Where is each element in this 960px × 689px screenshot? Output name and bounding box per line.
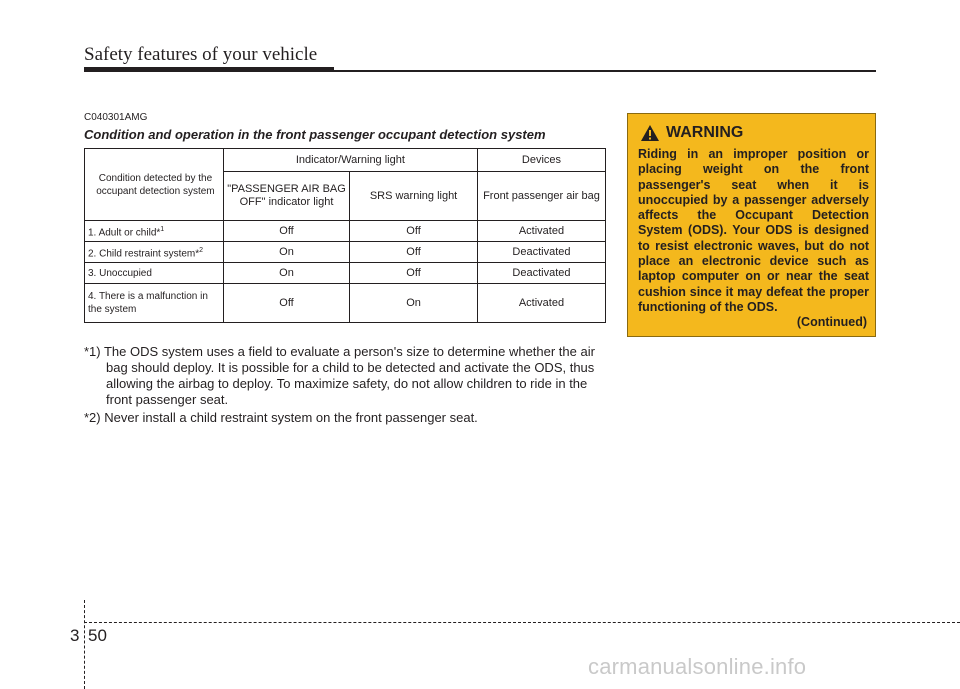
footnote-1: *1) The ODS system uses a field to evaluate a person's size to determine whether the air bag should deploy. It is possible for a child to be detected and activate the ODS, thus allowing the airbag to deploy. To maximize safety, do not allow children to ride in the front passenger seat.: [84, 344, 595, 407]
footnotes: [84, 344, 606, 428]
section-title: Condition and operation in the front passenger occupant detection system: [84, 127, 546, 142]
table-sub-passenger-indicator: "PASSENGER AIR BAG OFF" indicator light: [223, 172, 349, 221]
page-number: 50: [88, 626, 107, 645]
table-row: [85, 263, 606, 284]
row-srs-light: Off: [350, 242, 478, 263]
row-passenger-indicator: Off: [223, 221, 349, 242]
warning-title: WARNING: [666, 124, 744, 141]
row-condition: 3. Unoccupied: [88, 267, 152, 279]
warning-header: [640, 124, 743, 142]
row-condition: 4. There is a malfunction in the system: [88, 291, 208, 315]
header-rule-thick: [84, 67, 334, 72]
row-device: Activated: [477, 284, 605, 323]
table-sub-front-airbag: Front passenger air bag: [477, 172, 605, 221]
footnote-marker: 1: [160, 225, 165, 233]
table-head-indicator: Indicator/Warning light: [223, 149, 477, 172]
table-row: [85, 221, 606, 242]
row-passenger-indicator: On: [223, 263, 349, 284]
ods-table: [84, 148, 606, 323]
footnote-2: *2) Never install a child restraint system on the front passenger seat.: [84, 410, 478, 425]
section-code: C040301AMG: [84, 112, 148, 123]
row-condition: 2. Child restraint system*: [88, 248, 200, 260]
watermark-text: carmanualsonline.info: [588, 654, 807, 679]
warning-triangle-icon: [640, 124, 660, 142]
warning-box: [627, 113, 876, 337]
table-row: [85, 284, 606, 323]
row-srs-light: Off: [350, 263, 478, 284]
warning-continued: (Continued): [796, 315, 867, 329]
table-sub-srs-light: SRS warning light: [350, 172, 478, 221]
row-condition: 1. Adult or child*: [88, 227, 161, 239]
footer-vertical-divider: [84, 600, 85, 689]
table-head-devices: Devices: [477, 149, 605, 172]
table-head-condition: Condition detected by the occupant detection system: [85, 149, 224, 221]
row-srs-light: On: [350, 284, 478, 323]
row-passenger-indicator: Off: [223, 284, 349, 323]
table-row: [85, 242, 606, 263]
page-header-title: Safety features of your vehicle: [84, 44, 318, 65]
header-rule-thin: [334, 70, 876, 72]
footer-divider: [84, 622, 960, 623]
row-device: Deactivated: [477, 242, 605, 263]
row-device: Deactivated: [477, 263, 605, 284]
chapter-number: 3: [70, 626, 80, 645]
warning-body: Riding in an improper position or placing weight on the front passenger's seat when it is unoccupied by a passenger adversely affects the Occupant Detection System (ODS). Your ODS is designed to resist electronic waves, but do not place an electronic device such as laptop computer on or near the seat cushion since it may defeat the proper functioning of the ODS.: [638, 147, 869, 314]
row-device: Activated: [477, 221, 605, 242]
footnote-marker: 2: [199, 246, 204, 254]
row-passenger-indicator: On: [223, 242, 349, 263]
row-srs-light: Off: [350, 221, 478, 242]
